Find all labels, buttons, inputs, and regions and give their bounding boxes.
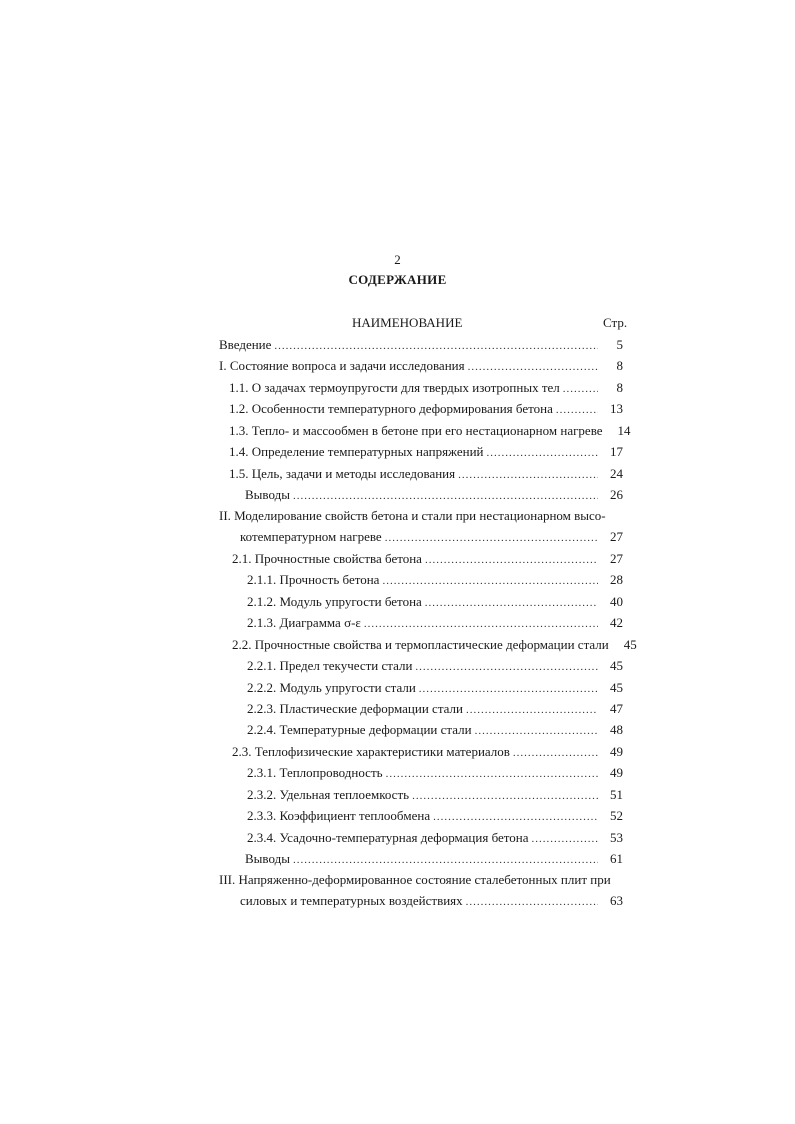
toc-entry-text: котемпературном нагреве [240, 529, 382, 544]
toc-entry [229, 422, 631, 440]
toc-entry [232, 743, 623, 761]
toc-entry-page: 42 [610, 615, 623, 630]
toc-entry-page: 52 [610, 808, 623, 823]
toc-entry-page: 8 [616, 358, 623, 373]
toc-entry-text: 2.1.1. Прочность бетона [247, 572, 380, 587]
toc-entry-page: 8 [616, 380, 623, 395]
dot-leader [513, 744, 598, 762]
toc-entry [229, 465, 623, 483]
dot-leader [419, 680, 598, 698]
toc-entry-page: 45 [610, 680, 623, 695]
toc-entry [229, 400, 623, 418]
toc-entry [247, 679, 623, 697]
dot-leader [382, 572, 598, 590]
toc-entry-text: 2.1.3. Диаграмма σ-ε [247, 615, 361, 630]
toc-entry-text: 1.1. О задачах термоупругости для твердых изотропных тел [229, 380, 560, 395]
toc-entry [247, 829, 623, 847]
toc-entry-page: 27 [610, 551, 623, 566]
toc-entry-text: 2.2.1. Предел текучести стали [247, 658, 413, 673]
toc-entry-text: 2.2. Прочностные свойства и термопластические деформации стали [232, 637, 609, 652]
column-header-name: НАИМЕНОВАНИЕ [352, 315, 463, 330]
toc-entry [247, 786, 623, 804]
dot-leader [385, 529, 598, 547]
toc-entry-page: 28 [610, 572, 623, 587]
toc-entry [247, 721, 623, 739]
toc-entry-page: 45 [610, 658, 623, 673]
toc-entry-text: 2.2.4. Температурные деформации стали [247, 722, 472, 737]
toc-entry-text: силовых и температурных воздействиях [240, 893, 463, 908]
toc-entry-page: 14 [617, 423, 631, 438]
toc-entry-text: I. Состояние вопроса и задачи исследования [219, 358, 465, 373]
toc-entry [219, 871, 623, 889]
dot-leader [563, 380, 598, 398]
toc-entry-page: 51 [610, 787, 623, 802]
toc-entry-page: 47 [610, 701, 623, 716]
page-title: СОДЕРЖАНИЕ [348, 272, 447, 287]
dot-leader [468, 358, 598, 376]
toc-entry-page: 26 [610, 487, 623, 502]
toc-entry-text: 2.1. Прочностные свойства бетона [232, 551, 422, 566]
toc-entry-page: 24 [610, 466, 623, 481]
toc-entry-page: 40 [610, 594, 623, 609]
toc-entry-text: 2.3.2. Удельная теплоемкость [247, 787, 410, 802]
page-number: 2 [394, 252, 401, 267]
toc-entry-page: 27 [610, 529, 623, 544]
toc-entry [247, 593, 623, 611]
dot-leader [412, 787, 598, 805]
toc-entry-text: III. Напряженно-деформированное состояние сталебетонных плит при [219, 872, 611, 887]
toc-entry-text: 1.4. Определение температурных напряжений [229, 444, 484, 459]
toc-entry-page: 13 [610, 401, 623, 416]
toc-entry-text: 2.2.3. Пластические деформации стали [247, 701, 463, 716]
dot-leader [425, 594, 598, 612]
toc-entry [229, 379, 623, 397]
toc-entry-page: 5 [616, 337, 623, 352]
toc-entry [247, 657, 623, 675]
toc-entry [240, 892, 623, 910]
toc-entry-text: 1.2. Особенности температурного деформирования бетона [229, 401, 553, 416]
toc-entry [247, 807, 623, 825]
toc-entry [247, 764, 623, 782]
dot-leader [415, 658, 598, 676]
toc-entry-page: 49 [610, 744, 623, 759]
dot-leader [293, 851, 598, 869]
toc-entry-text: 2.3.3. Коэффициент теплообмена [247, 808, 431, 823]
toc-entry-text: 2.3.4. Усадочно-температурная деформация бетона [247, 830, 529, 845]
toc-entry [232, 636, 637, 654]
toc-entry-text: 1.5. Цель, задачи и методы исследования [229, 466, 456, 481]
toc-entry-text: Выводы [245, 851, 290, 866]
column-header-page: Стр. [603, 315, 628, 330]
dot-leader [532, 830, 598, 848]
toc-entry-text: 1.3. Тепло- и массообмен в бетоне при его нестационарном нагреве [229, 423, 603, 438]
toc-entry-page: 49 [610, 765, 623, 780]
toc-entry [232, 550, 623, 568]
dot-leader [556, 401, 598, 419]
toc-entry [219, 507, 623, 525]
dot-leader [274, 337, 598, 355]
dot-leader [487, 444, 598, 462]
toc-entry-text: 2.3.1. Теплопроводность [247, 765, 383, 780]
dot-leader [466, 701, 598, 719]
dot-leader [458, 466, 598, 484]
toc-entry-page: 48 [610, 722, 623, 737]
toc-entry [245, 850, 623, 868]
dot-leader [364, 615, 598, 633]
toc-entry-text: 2.1.2. Модуль упругости бетона [247, 594, 422, 609]
toc-entry [240, 528, 623, 546]
dot-leader [466, 893, 598, 911]
dot-leader [293, 487, 598, 505]
toc-entry [247, 571, 623, 589]
toc-entry [245, 486, 623, 504]
toc-entry-text: 2.2.2. Модуль упругости стали [247, 680, 416, 695]
toc-entry [219, 357, 623, 375]
toc-entry-page: 17 [610, 444, 623, 459]
toc-entry-page: 63 [610, 893, 623, 908]
dot-leader [386, 765, 598, 783]
toc-entry-text: Выводы [245, 487, 290, 502]
toc-entry-text: Введение [219, 337, 272, 352]
toc-entry [247, 614, 623, 632]
toc-entry-page: 53 [610, 830, 623, 845]
toc-entry [219, 336, 623, 354]
toc-entry [229, 443, 623, 461]
dot-leader [475, 722, 598, 740]
toc-entry-page: 61 [610, 851, 623, 866]
toc-entry-page: 45 [623, 637, 637, 652]
toc-entry [247, 700, 623, 718]
toc-entry-text: 2.3. Теплофизические характеристики материалов [232, 744, 510, 759]
dot-leader [425, 551, 598, 569]
toc-entry-text: II. Моделирование свойств бетона и стали при нестационарном высо- [219, 508, 606, 523]
dot-leader [433, 808, 598, 826]
